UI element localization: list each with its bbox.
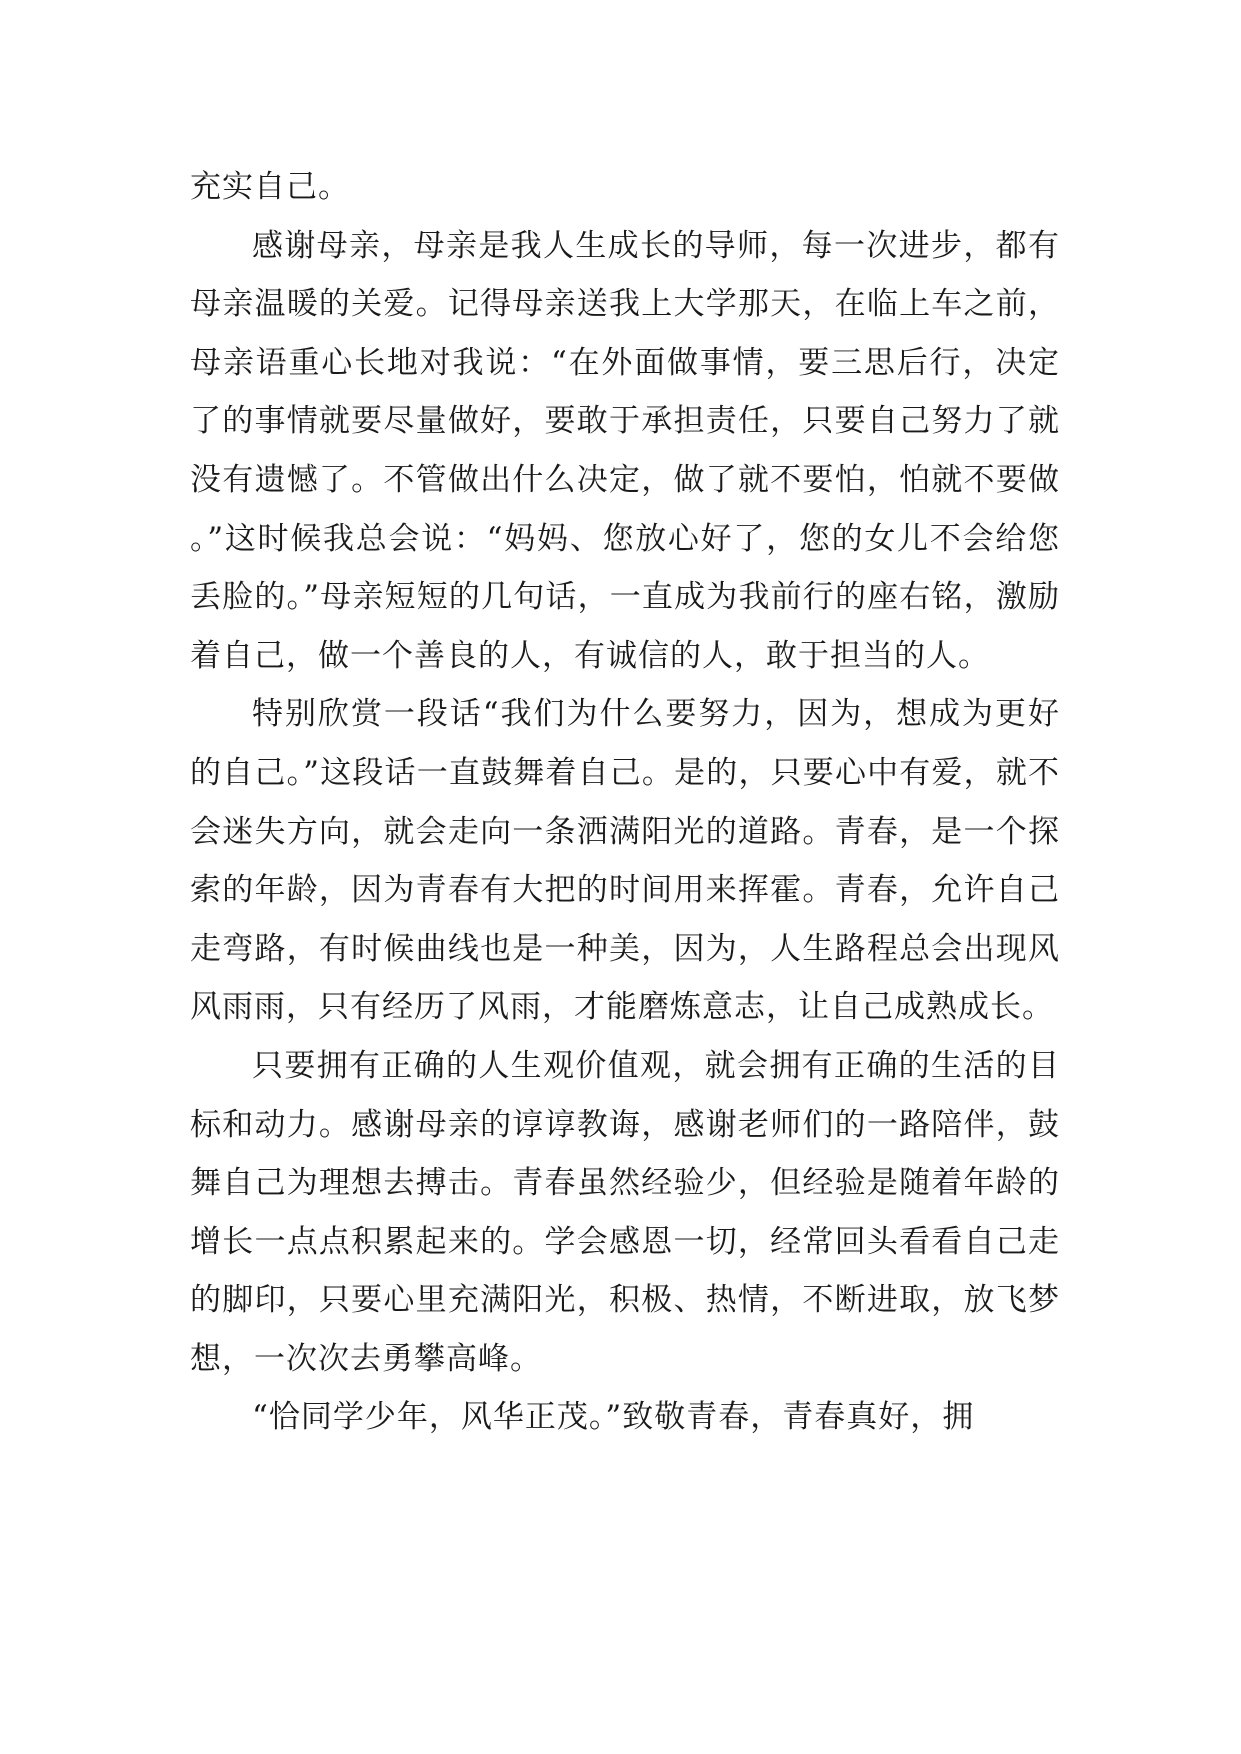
paragraph-5: “恰同学少年，风华正茂。”致敬青春，青春真好，拥 [252,1399,975,1436]
paragraph-4: 只要拥有正确的人生观价值观，就会拥有正确的生活的目标和动力。感谢母亲的谆谆教诲，感谢老师们的一路陪伴，鼓舞自己为理想去搏击。青春虽然经验少，但经验是随着年龄的增长一点点积累起来的。学会感恩一切，经常回头看看自己走的脚印，只要心里充满阳光，积极、热情，不断进取，放飞梦想，一次次去勇攀高峰。 [190,1047,1060,1377]
paragraph-3: 特别欣赏一段话“我们为什么要努力，因为，想成为更好的自己。”这段话一直鼓舞着自己。是的，只要心中有爱，就不会迷失方向，就会走向一条洒满阳光的道路。青春，是一个探索的年龄，因为青春有大把的时间用来挥霍。青春，允许自己走弯路，有时候曲线也是一种美，因为，人生路程总会出现风风雨雨，只有经历了风雨，才能磨炼意志，让自己成熟成长。 [190,696,1060,1026]
paragraph-1: 充实自己。 [190,169,350,205]
document-body [190,158,1060,1447]
paragraph-2: 感谢母亲，母亲是我人生成长的导师，每一次进步，都有母亲温暖的关爱。记得母亲送我上大学那天，在临上车之前，母亲语重心长地对我说：“在外面做事情，要三思后行，决定了的事情就要尽量做好，要敢于承担责任，只要自己努力了就没有遗憾了。不管做出什么决定，做了就不要怕，怕就不要做。”这时候我总会说：“妈妈、您放心好了，您的女儿不会给您丢脸的。”母亲短短的几句话，一直成为我前行的座右铭，激励着自己，做一个善良的人，有诚信的人，敢于担当的人。 [190,227,1060,674]
